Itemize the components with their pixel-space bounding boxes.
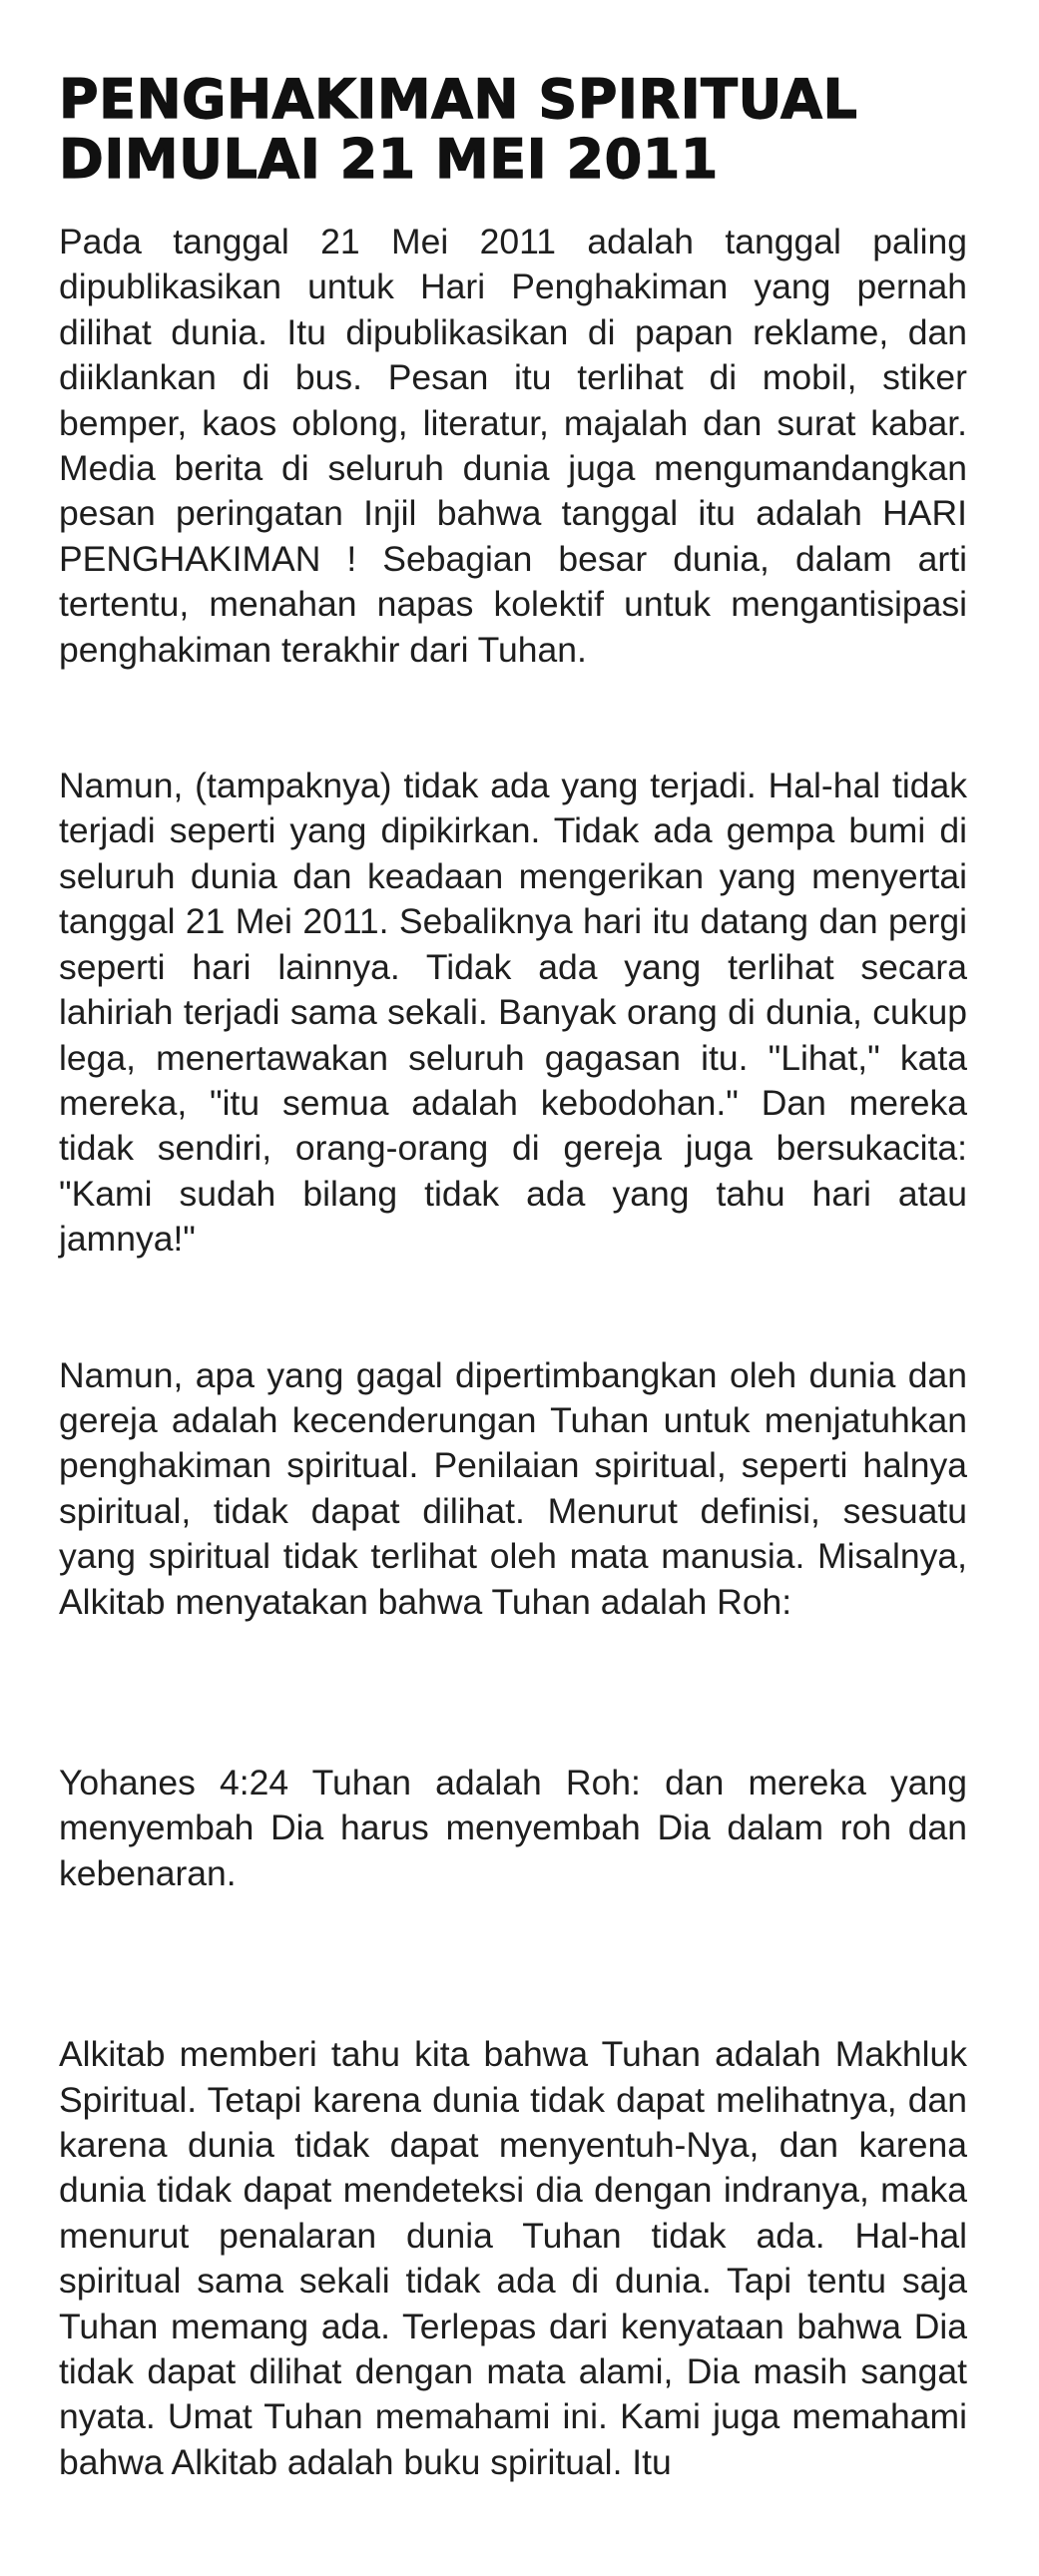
- paragraph-5: Alkitab memberi tahu kita bahwa Tuhan adalah Makhluk Spiritual. Tetapi karena dunia tidak dapat melihatnya, dan karena dunia tidak dapat menyentuh-Nya, dan karena dunia tidak dapat mendeteksi dia dengan indranya, maka menurut penalaran dunia Tuhan tidak ada. Hal-hal spiritual sama sekali tidak ada di dunia. Tapi tentu saja Tuhan memang ada. Terlepas dari kenyataan bahwa Dia tidak dapat dilihat dengan mata alami, Dia masih sangat nyata. Umat Tuhan memahami ini. Kami juga memahami bahwa Alkitab adalah buku spiritual. Itu: [59, 2034, 967, 2482]
- article-title: PENGHAKIMAN SPIRITUAL DIMULAI 21 MEI 2011: [59, 68, 858, 191]
- article: [59, 70, 967, 2576]
- paragraph-3: Namun, apa yang gagal dipertimbangkan oleh dunia dan gereja adalah kecenderungan Tuhan untuk menjatuhkan penghakiman spiritual. Penilaian spiritual, seperti halnya spiritual, tidak dapat dilihat. Menurut definisi, sesuatu yang spiritual tidak terlihat oleh mata manusia. Misalnya, Alkitab menyatakan bahwa Tuhan adalah Roh:: [59, 1354, 967, 1622]
- bible-verse-quote: Yohanes 4:24 Tuhan adalah Roh: dan mereka yang menyembah Dia harus menyembah Dia dalam roh dan kebenaran.: [59, 1762, 967, 1893]
- paragraph-1: Pada tanggal 21 Mei 2011 adalah tanggal paling dipublikasikan untuk Hari Penghakiman yang pernah dilihat dunia. Itu dipublikasikan di papan reklame, dan diiklankan di bus. Pesan itu terlihat di mobil, stiker bemper, kaos oblong, literatur, majalah dan surat kabar. Media berita di seluruh dunia juga mengumandangkan pesan peringatan Injil bahwa tanggal itu adalah HARI PENGHAKIMAN ! Sebagian besar dunia, dalam arti tertentu, menahan napas kolektif untuk mengantisipasi penghakiman terakhir dari Tuhan.: [59, 222, 967, 670]
- paragraph-2: Namun, (tampaknya) tidak ada yang terjadi. Hal-hal tidak terjadi seperti yang dipikirkan. Tidak ada gempa bumi di seluruh dunia dan keadaan mengerikan yang menyertai tanggal 21 Mei 2011. Sebaliknya hari itu datang dan pergi seperti hari lainnya. Tidak ada yang terlihat secara lahiriah terjadi sama sekali. Banyak orang di dunia, cukup lega, menertawakan seluruh gagasan itu. "Lihat," kata mereka, "itu semua adalah kebodohan." Dan mereka tidak sendiri, orang-orang di gereja juga bersukacita: "Kami sudah bilang tidak ada yang tahu hari atau jamnya!": [59, 766, 967, 1260]
